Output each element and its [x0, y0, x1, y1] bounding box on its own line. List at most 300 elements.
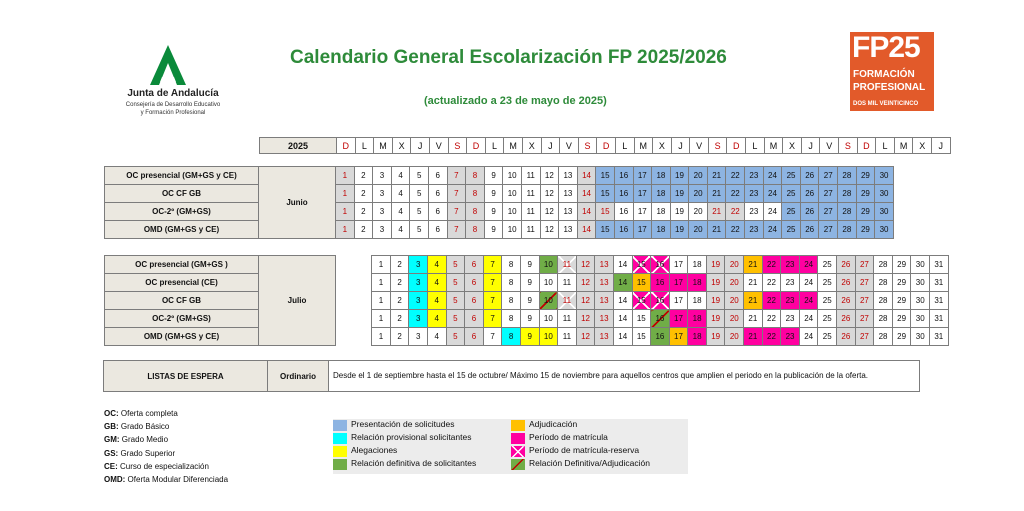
day-cell: 10 [539, 274, 558, 292]
day-cell: 10 [503, 185, 522, 203]
day-cell: 29 [892, 274, 911, 292]
day-cell: 27 [855, 310, 874, 328]
day-cell: 19 [670, 185, 689, 203]
day-cell: 3 [409, 292, 428, 310]
day-cell: 13 [559, 167, 578, 185]
org-dept-line1: Consejería de Desarrollo Educativo [125, 102, 221, 108]
day-cell: 25 [782, 185, 801, 203]
day-cell: 17 [633, 167, 652, 185]
legend-swatch [333, 433, 347, 444]
day-cell: 13 [595, 310, 614, 328]
day-cell: 21 [744, 328, 763, 346]
legend-label: Relación Definitiva/Adjudicación [529, 458, 650, 468]
empty-cell [336, 274, 354, 292]
abbreviation-item [104, 460, 228, 473]
day-cell: 21 [744, 256, 763, 274]
weekday-header-cell: L [876, 138, 895, 154]
day-cell: 11 [521, 203, 540, 221]
weekday-header-cell: S [839, 138, 858, 154]
day-cell: 4 [391, 203, 410, 221]
day-cell: 8 [502, 310, 521, 328]
day-cell: 26 [800, 185, 819, 203]
day-cell: 29 [892, 328, 911, 346]
empty-cell [912, 167, 930, 185]
day-cell: 17 [669, 256, 688, 274]
day-cell: 29 [856, 221, 875, 239]
day-cell: 8 [466, 221, 485, 239]
day-cell: 27 [855, 274, 874, 292]
day-cell: 1 [372, 328, 391, 346]
july-calendar-table [104, 255, 949, 346]
waitlist-label: LISTAS DE ESPERA [104, 361, 268, 392]
empty-cell [354, 328, 372, 346]
weekday-header-cell: L [485, 138, 504, 154]
day-cell: 28 [874, 292, 893, 310]
weekday-header-cell: D [727, 138, 746, 154]
day-cell: 2 [390, 328, 409, 346]
day-cell: 22 [762, 274, 781, 292]
day-cell: 21 [744, 274, 763, 292]
day-cell: 10 [539, 256, 558, 274]
day-cell: 13 [595, 292, 614, 310]
row-label: OMD (GM+GS y CE) [105, 328, 259, 346]
row-label: OC CF GB [105, 185, 259, 203]
day-cell: 15 [596, 167, 615, 185]
day-cell: 12 [576, 274, 595, 292]
day-cell: 17 [669, 292, 688, 310]
day-cell: 20 [725, 256, 744, 274]
day-cell: 30 [911, 310, 930, 328]
day-cell: 28 [874, 256, 893, 274]
day-cell: 14 [577, 167, 596, 185]
day-cell: 6 [465, 256, 484, 274]
weekday-header-cell: J [411, 138, 430, 154]
row-label: OC CF GB [105, 292, 259, 310]
day-cell: 22 [726, 185, 745, 203]
day-cell: 25 [782, 221, 801, 239]
day-cell: 2 [354, 203, 373, 221]
weekday-header-cell: L [355, 138, 374, 154]
day-cell: 19 [670, 167, 689, 185]
abbreviation-item [104, 473, 228, 486]
day-cell: 11 [521, 185, 540, 203]
calendar-row [105, 274, 949, 292]
waitlist-type: Ordinario [268, 361, 329, 392]
legend-label: Presentación de solicitudes [351, 419, 455, 429]
day-cell: 1 [372, 256, 391, 274]
day-cell: 7 [483, 310, 502, 328]
day-cell: 15 [632, 310, 651, 328]
day-cell: 25 [818, 292, 837, 310]
day-cell: 25 [818, 274, 837, 292]
day-cell: 28 [874, 328, 893, 346]
legend-swatch [511, 459, 525, 470]
empty-cell [893, 203, 912, 221]
day-cell: 26 [837, 310, 856, 328]
day-cell: 23 [745, 203, 764, 221]
day-cell: 27 [819, 185, 838, 203]
day-cell: 19 [706, 256, 725, 274]
day-cell: 17 [633, 221, 652, 239]
day-cell: 24 [763, 203, 782, 221]
abbreviation-value: Grado Medio [119, 435, 169, 445]
day-cell: 14 [613, 310, 632, 328]
empty-cell [912, 221, 930, 239]
calendar-row [105, 167, 948, 185]
day-cell: 10 [539, 310, 558, 328]
day-cell: 26 [800, 167, 819, 185]
abbreviation-key: OC: [104, 409, 119, 418]
day-cell: 28 [838, 167, 857, 185]
calendar-row [105, 292, 949, 310]
day-cell: 27 [855, 256, 874, 274]
empty-cell [893, 185, 912, 203]
day-cell: 3 [373, 221, 392, 239]
day-cell: 20 [689, 221, 708, 239]
legend-label: Alegaciones [351, 445, 398, 455]
day-cell: 14 [577, 203, 596, 221]
empty-cell [893, 167, 912, 185]
weekday-header-cell: L [615, 138, 634, 154]
day-cell: 2 [354, 221, 373, 239]
day-cell: 5 [446, 328, 465, 346]
legend-label: Relación provisional solicitantes [351, 432, 472, 442]
waitlist-table [103, 360, 920, 392]
day-cell: 4 [427, 328, 446, 346]
day-cell: 30 [911, 328, 930, 346]
day-cell: 6 [465, 292, 484, 310]
day-cell: 16 [614, 185, 633, 203]
day-cell: 9 [484, 185, 503, 203]
junta-andalucia-logo-icon [146, 43, 190, 87]
day-cell: 9 [484, 203, 503, 221]
day-cell: 7 [483, 292, 502, 310]
weekday-header-cell: D [857, 138, 876, 154]
legend-swatch [333, 446, 347, 457]
day-cell: 20 [725, 328, 744, 346]
june-calendar-table [104, 166, 948, 239]
year-header-cell: 2025 [260, 138, 337, 154]
day-cell: 8 [502, 274, 521, 292]
day-cell: 29 [892, 292, 911, 310]
empty-cell [930, 167, 948, 185]
day-cell: 20 [689, 203, 708, 221]
abbreviation-value: Oferta Modular Diferenciada [125, 475, 229, 485]
day-cell: 15 [596, 221, 615, 239]
day-cell: 1 [336, 167, 355, 185]
day-cell: 6 [428, 167, 447, 185]
weekday-header-cell: V [429, 138, 448, 154]
day-cell: 21 [744, 292, 763, 310]
legend-label: Relación definitiva de solicitantes [351, 458, 477, 468]
day-cell: 11 [521, 221, 540, 239]
calendar-row [105, 203, 948, 221]
day-cell: 3 [409, 328, 428, 346]
day-cell: 1 [372, 292, 391, 310]
day-cell: 31 [930, 292, 949, 310]
day-cell: 3 [373, 167, 392, 185]
weekday-header-cell: L [746, 138, 765, 154]
day-cell: 29 [856, 167, 875, 185]
day-cell: 23 [781, 328, 800, 346]
day-cell: 7 [447, 167, 466, 185]
day-cell: 18 [688, 256, 707, 274]
day-cell: 16 [614, 203, 633, 221]
day-cell: 2 [354, 167, 373, 185]
day-cell: 25 [782, 167, 801, 185]
legend-swatch [333, 420, 347, 431]
weekday-header-cell: X [392, 138, 411, 154]
day-cell: 30 [875, 221, 894, 239]
day-cell: 12 [540, 203, 559, 221]
day-cell: 24 [763, 185, 782, 203]
calendar-row [105, 256, 949, 274]
day-cell: 17 [669, 328, 688, 346]
legend-label: Adjudicación [529, 419, 578, 429]
day-cell: 26 [800, 203, 819, 221]
weekday-header-cell: M [764, 138, 783, 154]
weekday-header-cell: M [634, 138, 653, 154]
day-cell: 16 [651, 274, 670, 292]
day-cell: 5 [446, 256, 465, 274]
day-cell: 26 [837, 292, 856, 310]
calendar-row [105, 328, 949, 346]
day-cell: 27 [819, 203, 838, 221]
day-cell: 25 [782, 203, 801, 221]
day-cell: 13 [595, 328, 614, 346]
day-cell: 12 [576, 292, 595, 310]
day-cell: 2 [390, 310, 409, 328]
legend-swatch [511, 446, 525, 457]
day-cell: 23 [781, 256, 800, 274]
day-cell: 29 [892, 310, 911, 328]
weekday-header-cell: M [894, 138, 913, 154]
day-cell: 13 [559, 221, 578, 239]
day-cell: 24 [799, 292, 818, 310]
day-cell: 3 [409, 256, 428, 274]
abbreviation-value: Oferta completa [118, 409, 178, 418]
day-cell: 15 [596, 203, 615, 221]
day-cell: 28 [874, 274, 893, 292]
day-cell: 9 [484, 167, 503, 185]
weekday-header-cell: V [820, 138, 839, 154]
weekday-header-cell: J [932, 138, 951, 154]
day-cell: 9 [520, 310, 539, 328]
weekday-header-cell: J [801, 138, 820, 154]
day-cell: 4 [427, 274, 446, 292]
day-cell: 1 [372, 310, 391, 328]
weekday-header-cell: J [671, 138, 690, 154]
day-cell: 25 [818, 328, 837, 346]
weekday-header-cell: D [597, 138, 616, 154]
day-cell: 19 [670, 203, 689, 221]
day-cell: 26 [837, 274, 856, 292]
day-cell: 26 [837, 256, 856, 274]
day-cell: 14 [613, 274, 632, 292]
empty-cell [893, 221, 912, 239]
day-cell: 21 [707, 167, 726, 185]
day-cell: 15 [632, 328, 651, 346]
day-cell: 20 [725, 274, 744, 292]
day-cell: 24 [763, 221, 782, 239]
day-cell: 22 [726, 221, 745, 239]
day-cell: 26 [837, 328, 856, 346]
day-cell: 10 [539, 292, 558, 310]
fp-logo-big: FP25 [852, 31, 920, 64]
page-title: Calendario General Escolarización FP 2025/2026 [290, 47, 727, 68]
day-cell: 3 [373, 185, 392, 203]
day-cell: 27 [819, 221, 838, 239]
org-dept-line2: y Formación Profesional [140, 110, 206, 116]
day-cell: 18 [652, 185, 671, 203]
day-cell: 20 [689, 167, 708, 185]
weekday-header-cell: X [783, 138, 802, 154]
day-cell: 13 [595, 256, 614, 274]
waitlist-text: Desde el 1 de septiembre hasta el 15 de octubre/ Máximo 15 de noviembre para aquellos centros que amplien el periodo en la publicación de la oferta. [329, 361, 920, 392]
day-cell: 7 [447, 185, 466, 203]
day-cell: 4 [427, 256, 446, 274]
weekday-header-cell: X [913, 138, 932, 154]
day-cell: 23 [745, 221, 764, 239]
day-cell: 21 [707, 185, 726, 203]
day-cell: 28 [838, 185, 857, 203]
day-cell: 10 [503, 221, 522, 239]
day-cell: 23 [781, 310, 800, 328]
day-cell: 30 [911, 256, 930, 274]
day-cell: 23 [745, 185, 764, 203]
day-cell: 14 [613, 292, 632, 310]
day-cell: 3 [409, 274, 428, 292]
day-cell: 4 [391, 221, 410, 239]
day-cell: 9 [520, 292, 539, 310]
abbreviation-item [104, 420, 228, 433]
day-cell: 25 [818, 310, 837, 328]
day-cell: 5 [410, 185, 429, 203]
day-cell: 12 [576, 310, 595, 328]
legend-swatch [511, 420, 525, 431]
weekday-header-cell: D [337, 138, 356, 154]
day-cell: 1 [372, 274, 391, 292]
day-cell: 19 [706, 310, 725, 328]
day-cell: 16 [614, 167, 633, 185]
day-cell: 20 [689, 185, 708, 203]
abbreviation-item [104, 407, 228, 420]
fp-logo-line3: DOS MIL VEINTICINCO [853, 101, 919, 107]
empty-cell [336, 256, 354, 274]
day-cell: 3 [409, 310, 428, 328]
month-label: Julio [259, 256, 336, 346]
weekday-header-cell: J [541, 138, 560, 154]
day-cell: 12 [540, 185, 559, 203]
row-label: OC presencial (GM+GS y CE) [105, 167, 259, 185]
weekday-header-cell: S [448, 138, 467, 154]
day-cell: 14 [613, 256, 632, 274]
day-cell: 16 [651, 292, 670, 310]
day-cell: 20 [725, 310, 744, 328]
day-cell: 24 [799, 274, 818, 292]
day-cell: 22 [762, 328, 781, 346]
day-cell: 14 [577, 221, 596, 239]
day-cell: 10 [503, 203, 522, 221]
day-cell: 1 [336, 203, 355, 221]
row-label: OC-2º (GM+GS) [105, 310, 259, 328]
day-cell: 22 [762, 310, 781, 328]
month-label: Junio [259, 167, 336, 239]
day-cell: 28 [838, 203, 857, 221]
day-cell: 2 [390, 292, 409, 310]
row-label: OMD (GM+GS y CE) [105, 221, 259, 239]
day-cell: 19 [706, 328, 725, 346]
day-cell: 5 [410, 221, 429, 239]
day-cell: 17 [669, 274, 688, 292]
day-cell: 6 [465, 274, 484, 292]
day-cell: 18 [688, 274, 707, 292]
day-cell: 19 [670, 221, 689, 239]
day-cell: 1 [336, 185, 355, 203]
day-cell: 23 [745, 167, 764, 185]
day-cell: 7 [447, 203, 466, 221]
weekday-header-cell: M [374, 138, 393, 154]
day-cell: 15 [632, 274, 651, 292]
legend-swatch [333, 459, 347, 470]
day-cell: 5 [446, 292, 465, 310]
empty-cell [912, 185, 930, 203]
day-cell: 11 [558, 328, 577, 346]
day-cell: 21 [744, 310, 763, 328]
day-cell: 5 [446, 310, 465, 328]
day-cell: 8 [466, 185, 485, 203]
day-cell: 12 [540, 167, 559, 185]
empty-cell [336, 328, 354, 346]
weekday-header-cell: V [690, 138, 709, 154]
fp25-logo [850, 32, 934, 111]
day-cell: 27 [855, 292, 874, 310]
day-cell: 27 [819, 167, 838, 185]
day-cell: 6 [465, 328, 484, 346]
abbreviation-key: GS: [104, 448, 119, 458]
empty-cell [354, 256, 372, 274]
day-cell: 31 [930, 310, 949, 328]
abbreviations-list [104, 407, 228, 486]
day-cell: 13 [559, 203, 578, 221]
org-department [112, 101, 234, 117]
day-cell: 29 [856, 203, 875, 221]
legend-swatch [511, 433, 525, 444]
day-cell: 5 [446, 274, 465, 292]
row-label: OC-2º (GM+GS) [105, 203, 259, 221]
abbreviation-value: Grado Básico [118, 422, 170, 432]
row-label: OC presencial (GM+GS ) [105, 256, 259, 274]
day-cell: 8 [502, 292, 521, 310]
day-cell: 22 [726, 203, 745, 221]
legend-label: Período de matrícula-reserva [529, 445, 640, 455]
abbreviation-value: Curso de especialización [117, 461, 209, 471]
day-cell: 18 [688, 328, 707, 346]
day-cell: 11 [558, 310, 577, 328]
day-cell: 15 [632, 256, 651, 274]
day-cell: 19 [706, 292, 725, 310]
weekday-header-cell: S [578, 138, 597, 154]
day-cell: 6 [428, 221, 447, 239]
day-cell: 6 [428, 203, 447, 221]
day-cell: 8 [502, 256, 521, 274]
weekday-header-cell: M [504, 138, 523, 154]
weekday-header-cell: V [560, 138, 579, 154]
day-cell: 27 [855, 328, 874, 346]
day-cell: 14 [613, 328, 632, 346]
day-cell: 4 [427, 310, 446, 328]
day-cell: 8 [502, 328, 521, 346]
